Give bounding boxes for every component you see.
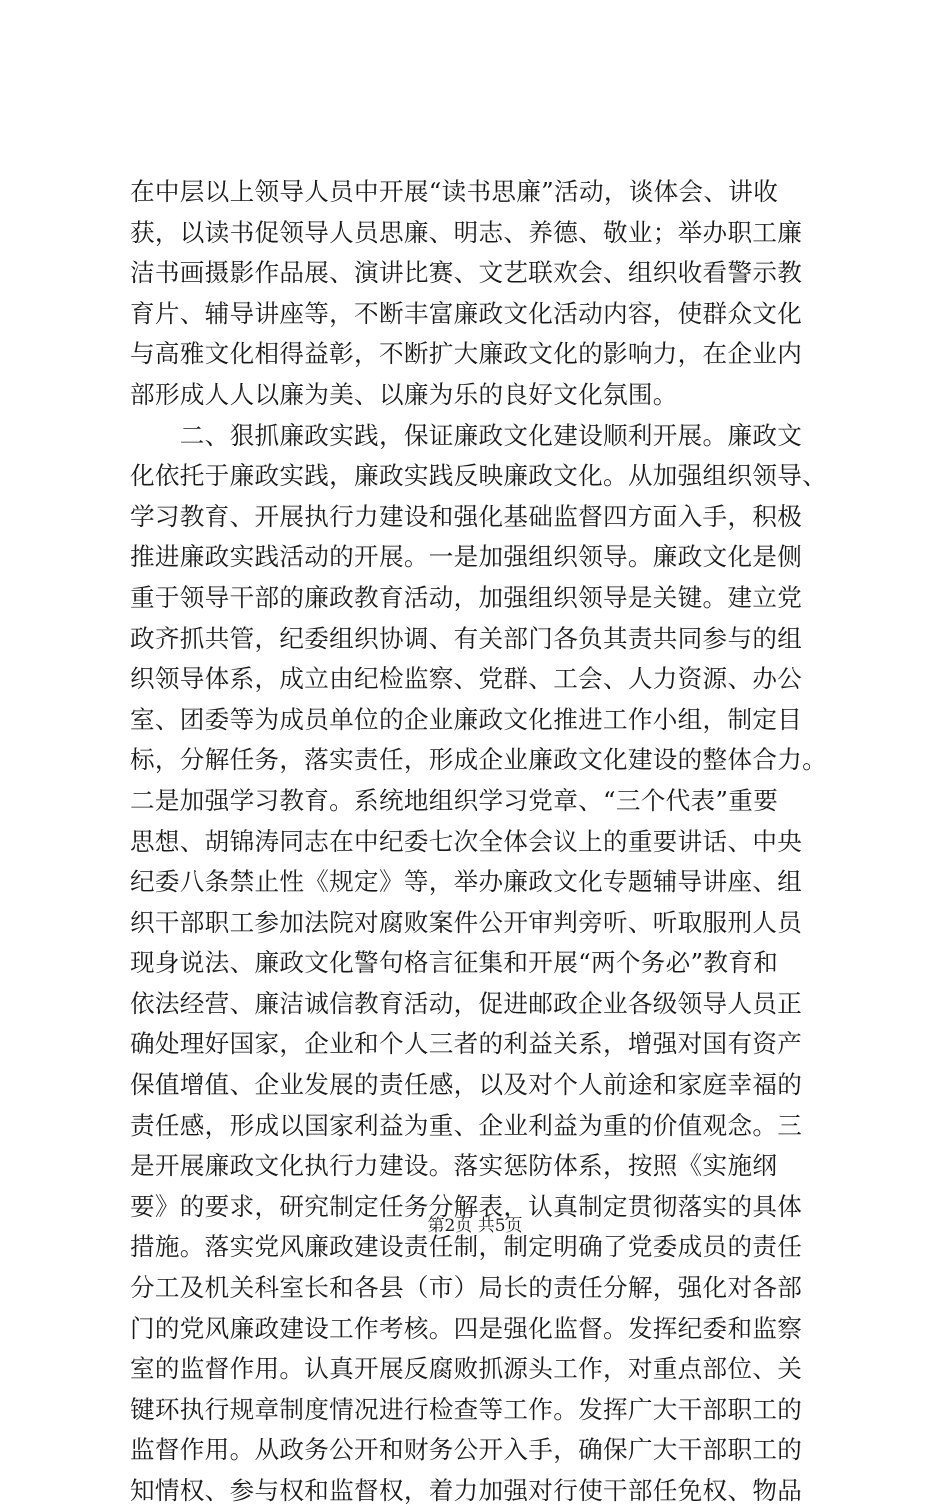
page-number-footer: 第2页 共5页 <box>427 1216 523 1236</box>
text-line: 重于领导干部的廉政教育活动，加强组织领导是关键。建立党 <box>130 582 803 612</box>
text-line: 部形成人人以廉为美、以廉为乐的良好文化氛围。 <box>130 379 678 409</box>
text-line: 键环执行规章制度情况进行检查等工作。发挥广大干部职工的 <box>130 1394 803 1424</box>
text-line: 纪委八条禁止性《规定》等，举办廉政文化专题辅导讲座、组 <box>130 867 803 897</box>
text-line: 在中层以上领导人员中开展“读书思廉”活动，谈体会、讲收 <box>130 177 779 206</box>
text-line: 学习教育、开展执行力建设和强化基础监督四方面入手，积极 <box>130 501 803 531</box>
text-line: 与高雅文化相得益彰，不断扩大廉政文化的影响力，在企业内 <box>130 339 803 369</box>
text-line: 室、团委等为成员单位的企业廉政文化推进工作小组，制定目 <box>130 704 803 734</box>
text-line: 政齐抓共管，纪委组织协调、有关部门各负其责共同参与的组 <box>130 623 803 653</box>
text-line: 依法经营、廉洁诚信教育活动，促进邮政企业各级领导人员正 <box>130 988 803 1018</box>
text-line: 思想、胡锦涛同志在中纪委七次全体会议上的重要讲话、中央 <box>130 826 803 856</box>
text-line: 保值增值、企业发展的责任感，以及对个人前途和家庭幸福的 <box>130 1070 803 1100</box>
text-line: 化依托于廉政实践，廉政实践反映廉政文化。从加强组织领导、 <box>130 461 828 491</box>
text-line: 知情权、参与权和监督权，着力加强对行使干部任免权、物品 <box>130 1476 803 1505</box>
text-line: 获，以读书促领导人员思廉、明志、养德、敬业；举办职工廉 <box>130 217 803 247</box>
text-line: 监督作用。从政务公开和财务公开入手，确保广大干部职工的 <box>130 1435 803 1465</box>
text-line: 二是加强学习教育。系统地组织学习党章、“三个代表”重要 <box>130 785 779 815</box>
text-line: 分工及机关科室长和各县（市）局长的责任分解，强化对各部 <box>130 1273 803 1303</box>
text-line: 现身说法、廉政文化警句格言征集和开展“两个务必”教育和 <box>130 948 779 978</box>
text-line: 二、狠抓廉政实践，保证廉政文化建设顺利开展。廉政文 <box>130 420 803 450</box>
text-line: 门的党风廉政建设工作考核。四是强化监督。发挥纪委和监察 <box>130 1313 803 1343</box>
text-line: 洁书画摄影作品展、演讲比赛、文艺联欢会、组织收看警示教 <box>130 258 803 288</box>
text-line: 要》的要求，研究制定任务分解表，认真制定贯彻落实的具体 <box>130 1191 803 1221</box>
text-line: 责任感，形成以国家利益为重、企业利益为重的价值观念。三 <box>130 1110 803 1140</box>
text-line: 确处理好国家，企业和个人三者的利益关系，增强对国有资产 <box>130 1029 803 1059</box>
text-line: 推进廉政实践活动的开展。一是加强组织领导。廉政文化是侧 <box>130 542 803 572</box>
text-line: 标，分解任务，落实责任，形成企业廉政文化建设的整体合力。 <box>130 745 828 775</box>
text-line: 室的监督作用。认真开展反腐败抓源头工作，对重点部位、关 <box>130 1354 803 1384</box>
text-line: 织干部职工参加法院对腐败案件公开审判旁听、听取服刑人员 <box>130 907 803 937</box>
text-line: 育片、辅导讲座等，不断丰富廉政文化活动内容，使群众文化 <box>130 298 803 328</box>
text-line: 是开展廉政文化执行力建设。落实惩防体系，按照《实施纲 <box>130 1151 778 1181</box>
text-line: 措施。落实党风廉政建设责任制，制定明确了党委成员的责任 <box>130 1232 803 1262</box>
text-line: 织领导体系，成立由纪检监察、党群、工会、人力资源、办公 <box>130 664 803 694</box>
body-text <box>130 172 830 1512</box>
